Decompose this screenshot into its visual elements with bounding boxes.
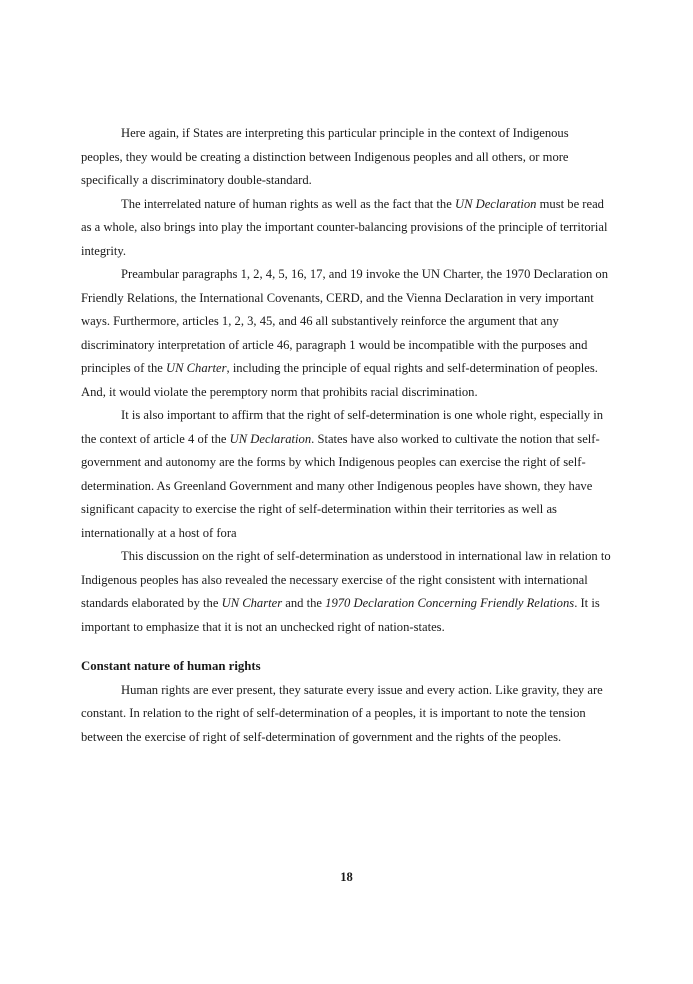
paragraph — [81, 122, 611, 193]
paragraph — [81, 404, 611, 545]
italic-text-run: UN Charter — [165, 361, 227, 375]
text-run: must be read as a whole, also brings into play the important counter-balancing provisions of the principle of territorial integrity. — [81, 196, 608, 258]
text-run: and the — [282, 596, 326, 610]
italic-text-run: 1970 Declaration Concerning Friendly Relations — [325, 596, 575, 610]
text-run: It is also important to affirm that the right of self-determination is one whole right, especially in the context of article 4 of the — [81, 408, 604, 446]
document-page — [81, 122, 611, 749]
text-run: The interrelated nature of human rights as well as the fact that the — [121, 196, 455, 211]
text-run: . States have also worked to cultivate the notion that self-government and autonomy are the forms by which Indigenous peoples can exercise the right of self-determination. As Greenland Government and many other Indigenous peoples have shown, they have significant capacity to exercise the right of self-determination within their territories as well as internationally at a host of fora — [81, 431, 600, 540]
paragraph — [81, 679, 611, 750]
italic-text-run: UN Charter — [221, 596, 283, 610]
text-run: Human rights are ever present, they saturate every issue and every action. Like gravity, they are constant. In relation to the right of self-determination of a peoples, it is important to note the tension between the exercise of right of self-determination of government and the rights of the peoples. — [81, 682, 603, 744]
section-body — [81, 679, 611, 750]
text-run: Here again, if States are interpreting this particular principle in the context of Indigenous peoples, they would be creating a distinction between Indigenous peoples and all others, or more specifically a discriminatory double-standard. — [81, 126, 569, 187]
text-run: This discussion on the right of self-determination as understood in international law in relation to Indigenous peoples has also revealed the necessary exercise of the right consistent with international standards elaborated by the — [81, 549, 611, 610]
paragraph — [81, 263, 611, 404]
paragraph — [81, 193, 611, 264]
page-number: 18 — [340, 870, 353, 884]
text-run: , including the principle of equal rights and self-determination of peoples. And, it would violate the peremptory norm that prohibits racial discrimination. — [81, 361, 598, 399]
italic-text-run: UN Declaration — [229, 431, 312, 446]
text-run: Preambular paragraphs 1, 2, 4, 5, 16, 17, and 19 invoke the UN Charter, the 1970 Declaration on Friendly Relations, the International Covenants, CERD, and the Vienna Declaration in very important ways. Furthermore, articles 1, 2, 3, 45, and 46 all substantively reinforce the argument that any discriminatory interpretation of article 46, paragraph 1 would be incompatible with the purposes and principles of the — [81, 267, 609, 375]
text-run: . It is important to emphasize that it is not an unchecked right of nation-states. — [81, 596, 600, 634]
body-text — [81, 122, 611, 639]
italic-text-run: UN Declaration — [454, 196, 537, 211]
paragraph — [81, 545, 611, 639]
section-heading: Constant nature of human rights — [81, 659, 261, 673]
